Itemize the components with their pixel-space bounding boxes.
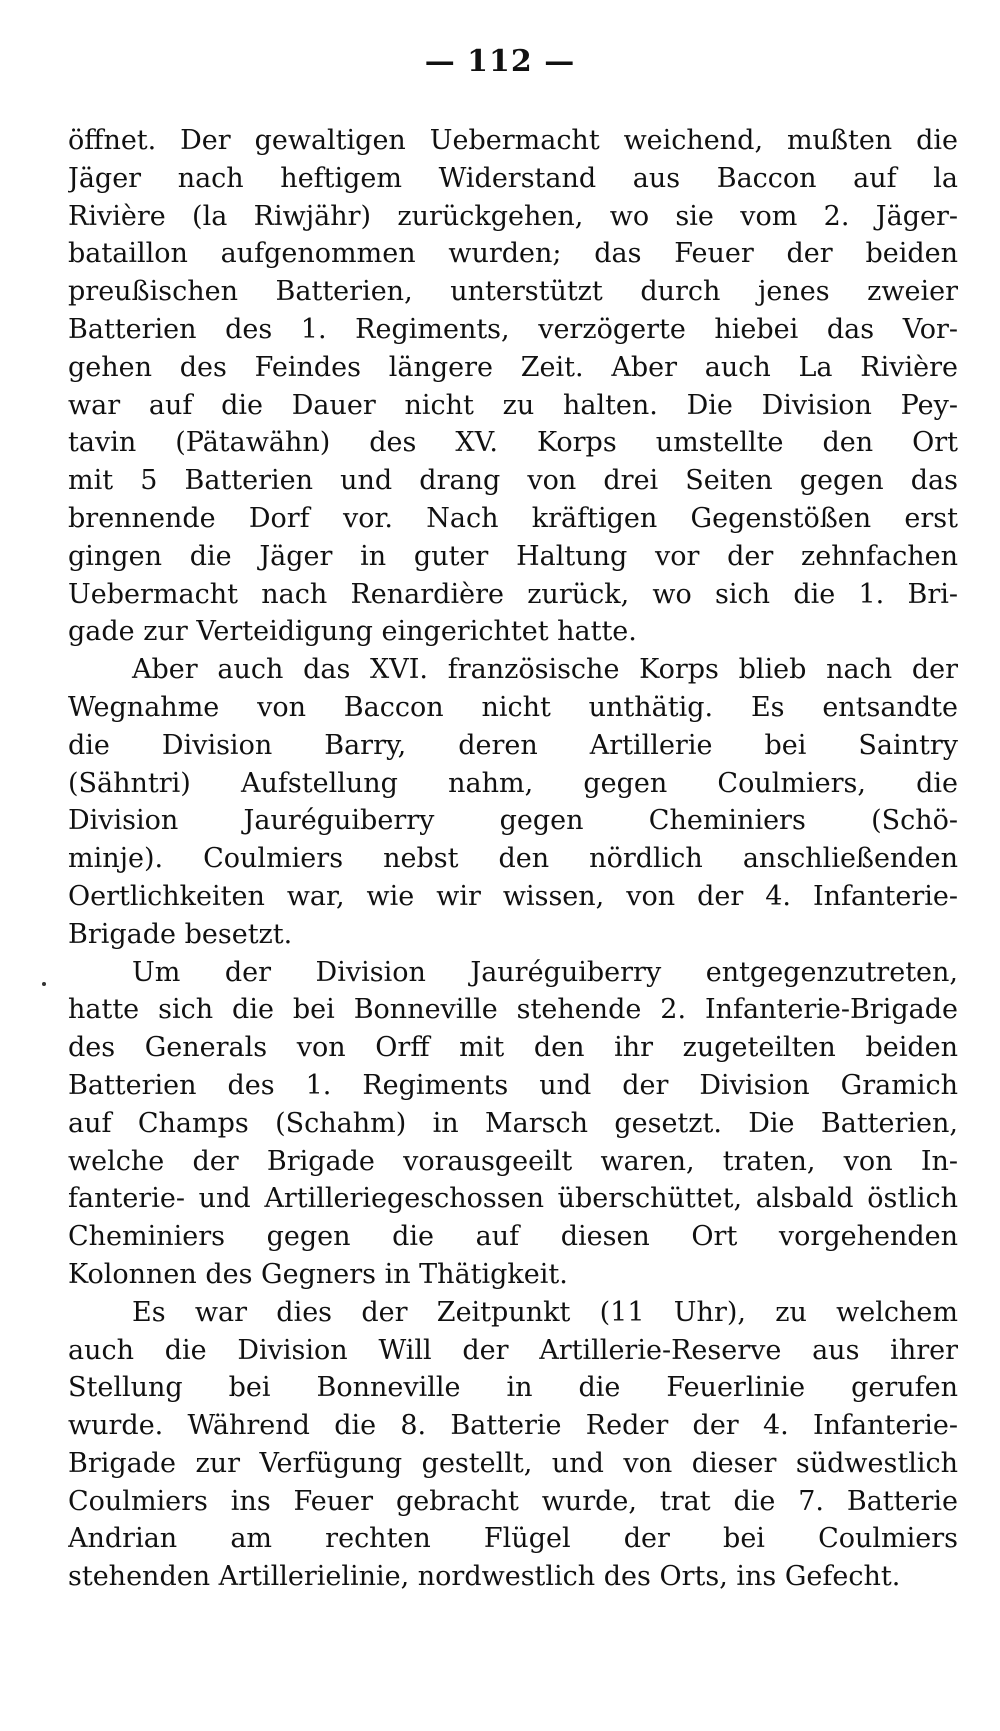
text-line: war auf die Dauer nicht zu halten. Die Division Pey-	[68, 389, 958, 421]
text-line: Oertlichkeiten war, wie wir wissen, von der 4. Infanterie-	[68, 880, 958, 912]
text-line: bataillon aufgenommen wurden; das Feuer der beiden	[68, 238, 958, 270]
text-line: fanterie- und Artilleriegeschossen überschüttet, alsbald östlich	[68, 1183, 958, 1215]
text-line: Um der Division Jauréguiberry entgegenzutreten,	[132, 956, 958, 988]
text-line: Andrian am rechten Flügel der bei Coulmiers	[68, 1523, 958, 1555]
text-line: des Generals von Orff mit den ihr zugeteilten beiden	[68, 1032, 958, 1064]
text-line: Brigade besetzt.	[68, 918, 293, 950]
text-line: Brigade zur Verfügung gestellt, und von dieser südwestlich	[68, 1447, 958, 1479]
text-line: gehen des Feindes längere Zeit. Aber auch La Rivière	[68, 351, 958, 383]
text-line: auch die Division Will der Artillerie-Reserve aus ihrer	[68, 1334, 958, 1366]
text-line: auf Champs (Schahm) in Marsch gesetzt. Die Batterien,	[68, 1107, 958, 1139]
text-line: gingen die Jäger in guter Haltung vor der zehnfachen	[68, 540, 958, 572]
text-line: welche der Brigade vorausgeeilt waren, traten, von In-	[68, 1145, 958, 1177]
paragraph	[68, 122, 958, 651]
text-line: Es war dies der Zeitpunkt (11 Uhr), zu welchem	[132, 1296, 958, 1328]
text-line: Uebermacht nach Renardière zurück, wo sich die 1. Bri-	[68, 578, 958, 610]
text-line: hatte sich die bei Bonneville stehende 2. Infanterie-Brigade	[68, 994, 958, 1026]
paragraph	[68, 1294, 958, 1596]
text-line: brennende Dorf vor. Nach kräftigen Gegenstößen erst	[68, 502, 958, 534]
text-line: Stellung bei Bonneville in die Feuerlinie gerufen	[68, 1372, 958, 1404]
page-text	[68, 122, 958, 1596]
text-line: tavin (Pätawähn) des XV. Korps umstellte den Ort	[68, 427, 958, 459]
text-line: Cheminiers gegen die auf diesen Ort vorgehenden	[68, 1221, 958, 1253]
text-line: wurde. Während die 8. Batterie Reder der 4. Infanterie-	[68, 1410, 958, 1442]
text-line: preußischen Batterien, unterstützt durch jenes zweier	[68, 276, 958, 308]
text-line: (Sähntri) Aufstellung nahm, gegen Coulmiers, die	[68, 767, 958, 799]
text-line: gade zur Verteidigung eingerichtet hatte.	[68, 616, 637, 648]
text-line: öffnet. Der gewaltigen Uebermacht weichend, mußten die	[68, 125, 958, 156]
text-line: die Division Barry, deren Artillerie bei Saintry	[68, 729, 958, 761]
text-line: Batterien des 1. Regiments, verzögerte hiebei das Vor-	[68, 313, 958, 345]
text-line: Kolonnen des Gegners in Thätigkeit.	[68, 1258, 568, 1290]
text-line: mit 5 Batterien und drang von drei Seiten gegen das	[68, 465, 958, 497]
print-speck	[42, 982, 46, 986]
paragraph	[68, 954, 958, 1294]
text-line: Aber auch das XVI. französische Korps blieb nach der	[132, 654, 958, 686]
text-line: Wegnahme von Baccon nicht unthätig. Es entsandte	[68, 691, 958, 723]
text-line: minje). Coulmiers nebst den nördlich anschließenden	[68, 843, 958, 875]
text-line: Rivière (la Riwjähr) zurückgehen, wo sie vom 2. Jäger-	[68, 200, 958, 232]
text-line: Jäger nach heftigem Widerstand aus Baccon auf la	[68, 162, 958, 194]
paragraph	[68, 651, 958, 953]
page-number: — 112 —	[424, 44, 576, 79]
text-line: Division Jauréguiberry gegen Cheminiers (Schö-	[68, 805, 958, 837]
text-line: Coulmiers ins Feuer gebracht wurde, trat die 7. Batterie	[68, 1485, 958, 1517]
text-line: stehenden Artillerielinie, nordwestlich des Orts, ins Gefecht.	[68, 1561, 901, 1593]
text-line: Batterien des 1. Regiments und der Division Gramich	[68, 1069, 958, 1101]
